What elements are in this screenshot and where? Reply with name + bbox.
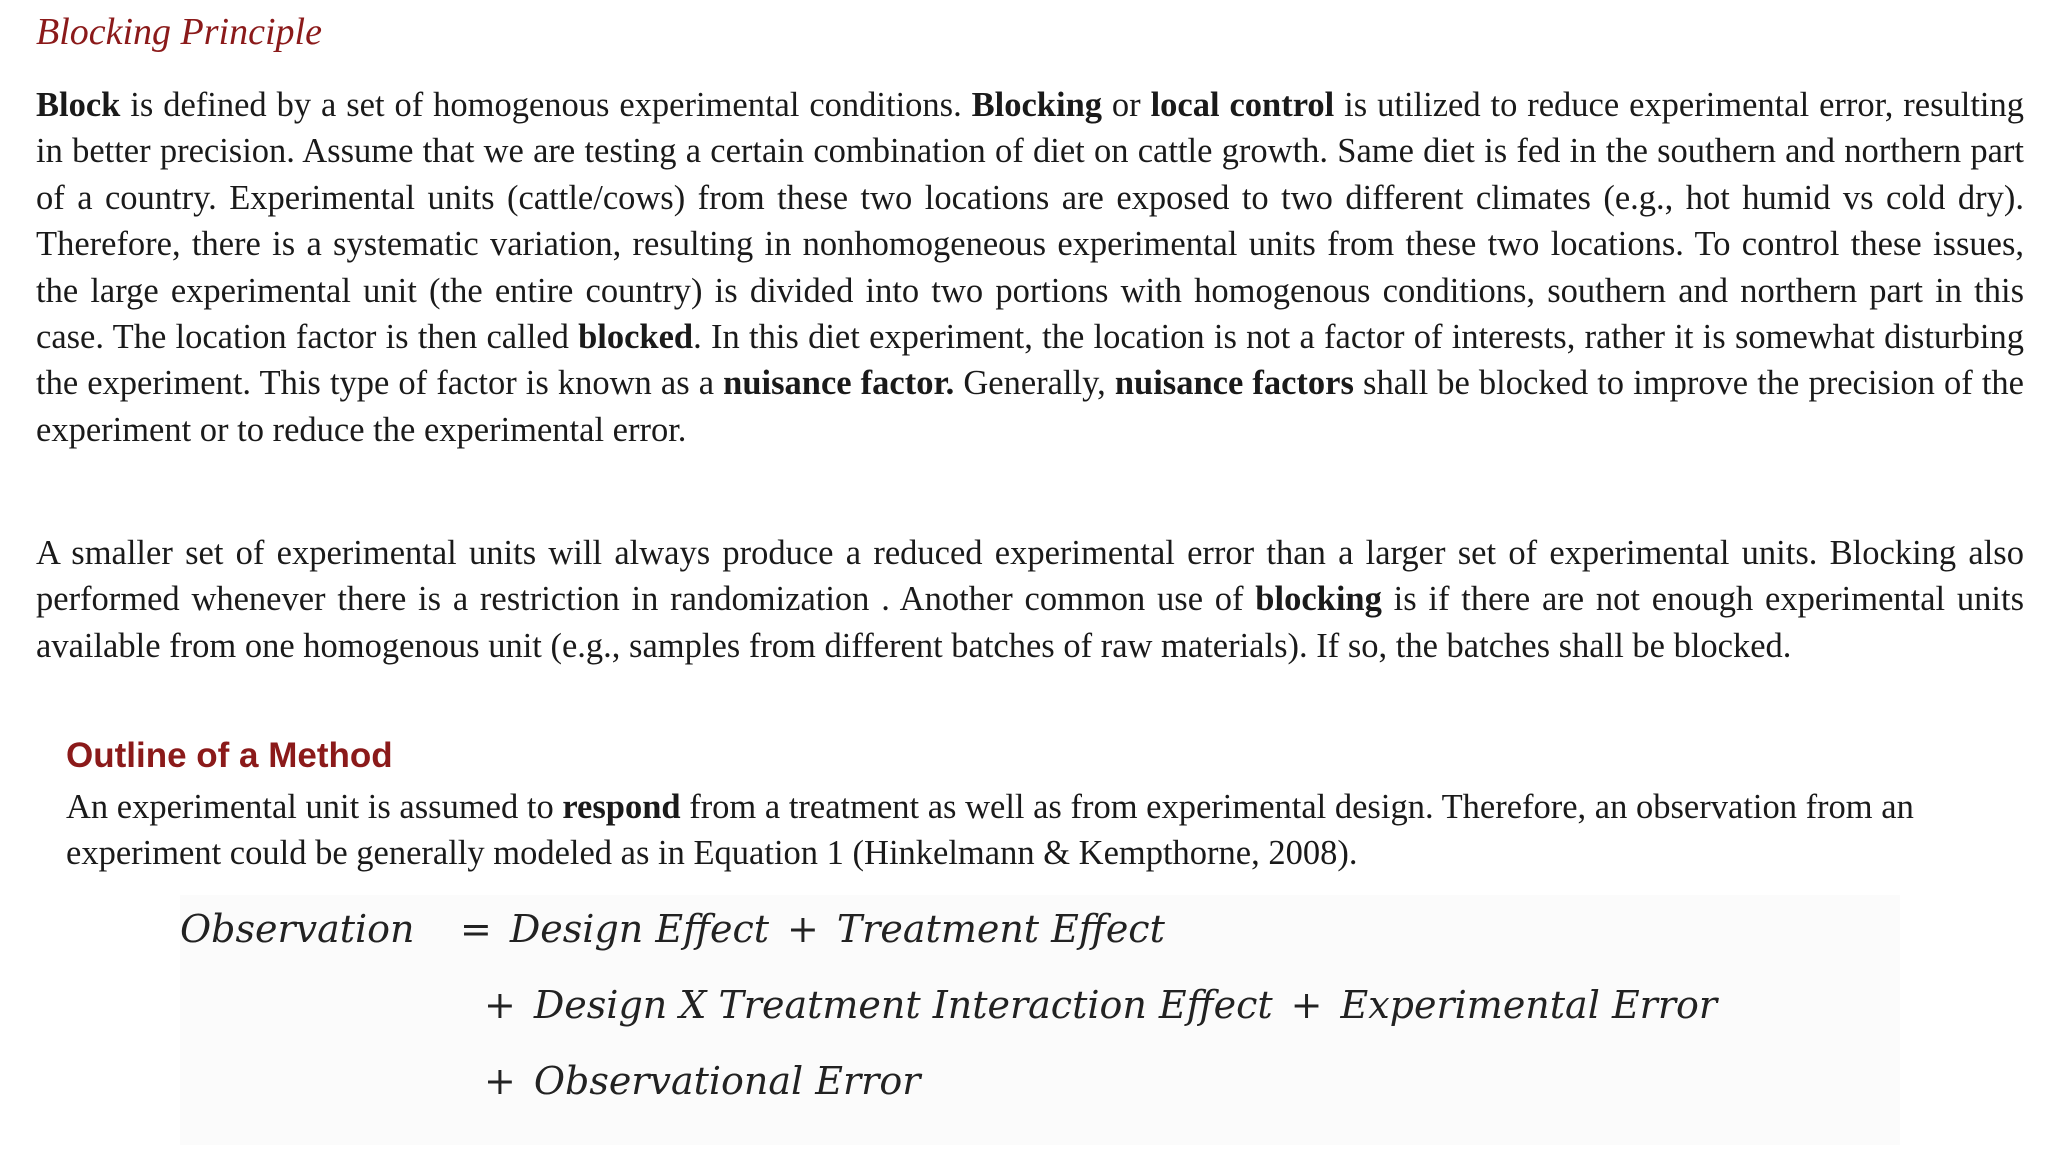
paragraph-outline	[66, 784, 2010, 877]
equals-sign: =	[460, 907, 492, 951]
term-block: Block	[36, 86, 121, 124]
plus-sign: +	[484, 983, 516, 1027]
paragraph-block-definition	[36, 82, 2024, 453]
equation-lhs: Observation	[180, 907, 415, 951]
text: is utilized to reduce experimental error, resulting in better precision. Assume that we are testing a certain combination of diet on cattle growth. Same diet is fed in the southern and northern part of a country. Experimental units (cattle/cows) from these two locations are exposed to two different climates (e.g., hot humid vs cold dry). Therefore, there is a systematic variation, resulting in nonhomogeneous experimental units from these two locations. To control these issues, the large experimental unit (the entire country) is divided into two portions with homogenous conditions, southern and northern part in this case. The location factor is then called	[36, 86, 2025, 357]
plus-sign: +	[787, 907, 819, 951]
plus-sign: +	[1290, 983, 1323, 1027]
equation-line-2	[466, 983, 1717, 1027]
term-local-control: local control	[1150, 86, 1335, 124]
subsection-heading: Outline of a Method	[66, 736, 393, 775]
text: or	[1102, 86, 1151, 124]
term-blocking: blocking	[1255, 580, 1382, 619]
term-blocking: Blocking	[971, 86, 1103, 124]
term-respond: respond	[562, 788, 681, 826]
equation-1	[180, 895, 1900, 1145]
term-treatment-effect: Treatment Effect	[836, 907, 1165, 951]
equation-line-1	[180, 907, 1165, 951]
term-experimental-error: Experimental Error	[1340, 983, 1718, 1027]
paragraph-smaller-set	[36, 530, 2024, 669]
section-heading: Blocking Principle	[36, 11, 322, 53]
text: . In this diet experiment, the location is not a factor of interests, rather it is somewhat disturbing the experiment. This type of factor is known as a	[36, 318, 2025, 403]
term-observational-error: Observational Error	[533, 1059, 921, 1103]
equation-line-3	[466, 1059, 920, 1103]
term-design-effect: Design Effect	[509, 907, 770, 951]
term-nuisance-factors: nuisance factors	[1114, 364, 1354, 403]
text: is defined by a set of homogenous experimental conditions.	[120, 86, 972, 124]
term-nuisance-factor: nuisance factor.	[723, 364, 955, 403]
term-blocked: blocked	[578, 318, 694, 357]
text: from a treatment as well as from experimental design. Therefore, an observation from an experiment could be generally modeled as in Equation 1 (Hinkelmann & Kempthorne, 2008).	[66, 788, 1914, 873]
text: shall be blocked to improve the precision of the experiment or to reduce the experimental error.	[36, 364, 2024, 449]
text: A smaller set of experimental units will always produce a reduced experimental error than a larger set of experimental units. Blocking also performed whenever there is a restriction in randomization . Another common use of	[36, 534, 2024, 619]
text: Generally,	[954, 364, 1115, 403]
text: is if there are not enough experimental units available from one homogenous unit (e.g., samples from different batches of raw materials). If so, the batches shall be blocked.	[36, 580, 2024, 665]
term-interaction-effect: Design X Treatment Interaction Effect	[533, 983, 1273, 1027]
text: An experimental unit is assumed to	[66, 788, 563, 826]
plus-sign: +	[484, 1059, 516, 1103]
